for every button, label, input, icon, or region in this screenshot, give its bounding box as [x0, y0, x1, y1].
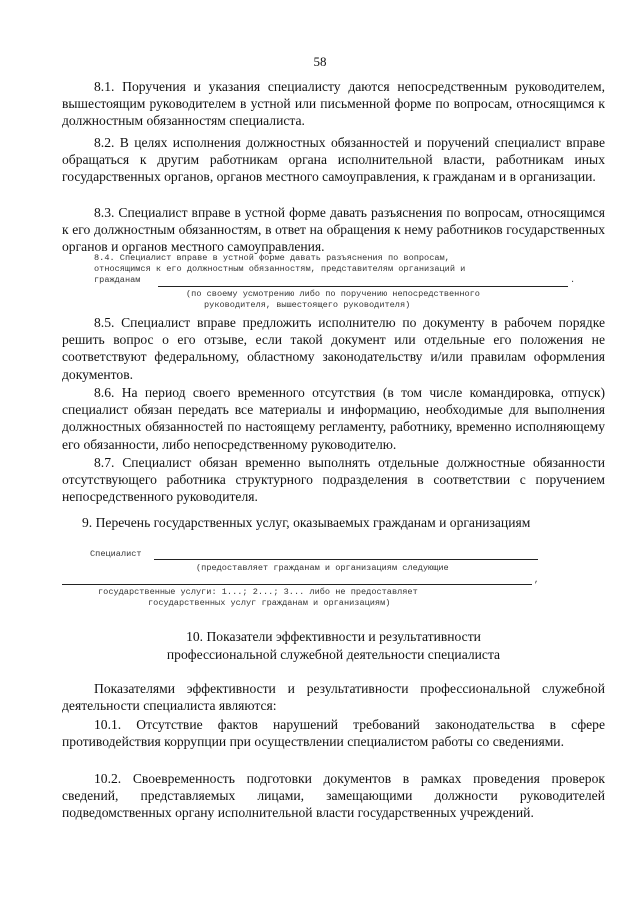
page-number: 58 — [313, 54, 327, 69]
paragraph-8-1: 8.1. Поручения и указания специалисту даются непосредственным руководителем, вышестоящим руководителем в устной или письменной форме по вопросам, относящимся к должностным обязанностям специалиста. — [62, 79, 605, 129]
section-9-note-3: государственных услуг гражданам и организациям) — [148, 598, 391, 608]
section-9-note-1: (предоставляет гражданам и организациям следующие — [196, 563, 449, 573]
paragraph-8-4-line-2: относящимся к его должностным обязанностям, представителям организаций и — [94, 264, 466, 274]
paragraph-8-5: 8.5. Специалист вправе предложить исполнителю по документу в рабочем порядке решить вопрос о его отзыве, если такой документ или отдельные его положения не соответствуют федеральному, областному законодательству и/или правилам оформления документов. — [62, 315, 605, 382]
paragraph-8-7: 8.7. Специалист обязан временно выполнять отдельные должностные обязанности отсутствующего работника структурного подразделения в соответствии с поручением непосредственного руководителя. — [62, 455, 605, 505]
section-9-title: 9. Перечень государственных услуг, оказываемых гражданам и организациям — [82, 515, 531, 530]
fill-in-line-9-1 — [154, 559, 538, 560]
paragraph-8-6: 8.6. На период своего временного отсутствия (в том числе командировка, отпуск) специалист обязан передать все материалы и информацию, необходимые для выполнения должностных обязанностей по настоящему регламенту, работнику, временно исполняющему его обязанности, либо непосредственному руководителю. — [62, 385, 605, 452]
section-10-title-line-1: 10. Показатели эффективности и результативности — [186, 629, 481, 644]
paragraph-8-4-line-3: гражданам — [94, 275, 141, 285]
fill-in-line-8-4 — [158, 286, 568, 287]
paragraph-8-3: 8.3. Специалист вправе в устной форме давать разъяснения по вопросам, относящимся к его должностным обязанностям, в ответ на обращения к нему работников государственных органов и органов местного самоуправления. — [62, 205, 605, 255]
section-10-intro: Показателями эффективности и результативности профессиональной служебной деятельности специалиста являются: — [62, 681, 605, 714]
fill-in-line-9-2 — [62, 584, 532, 585]
paragraph-8-4-note-1: (по своему усмотрению либо по поручению непосредственного — [186, 289, 480, 299]
section-10-title-line-2: профессиональной служебной деятельности специалиста — [166, 647, 501, 662]
section-9-mark: , — [534, 575, 540, 585]
paragraph-8-4-line-3-end: . — [570, 275, 576, 285]
paragraph-10-2: 10.2. Своевременность подготовки документов в рамках проведения проверок сведений, представляемых лицами, замещающими должности руководителей подведомственных органу исполнительной власти государственных учреждений. — [62, 771, 605, 821]
section-9-label: Специалист — [90, 549, 142, 559]
paragraph-8-4-line-1: 8.4. Специалист вправе в устной форме давать разъяснения по вопросам, — [94, 253, 450, 263]
paragraph-8-2: 8.2. В целях исполнения должностных обязанностей и поручений специалист вправе обращаться к другим работникам органа исполнительной власти, работникам иных государственных органов, органов местного самоуправления, к гражданам и в организации. — [62, 135, 605, 185]
paragraph-8-4-note-2: руководителя, вышестоящего руководителя) — [204, 300, 411, 310]
paragraph-10-1: 10.1. Отсутствие фактов нарушений требований законодательства в сфере противодействия коррупции при осуществлении специалистом работы со сведениями. — [62, 717, 605, 750]
section-9-note-2: государственные услуги: 1...; 2...; 3... либо не предоставляет — [98, 587, 418, 597]
